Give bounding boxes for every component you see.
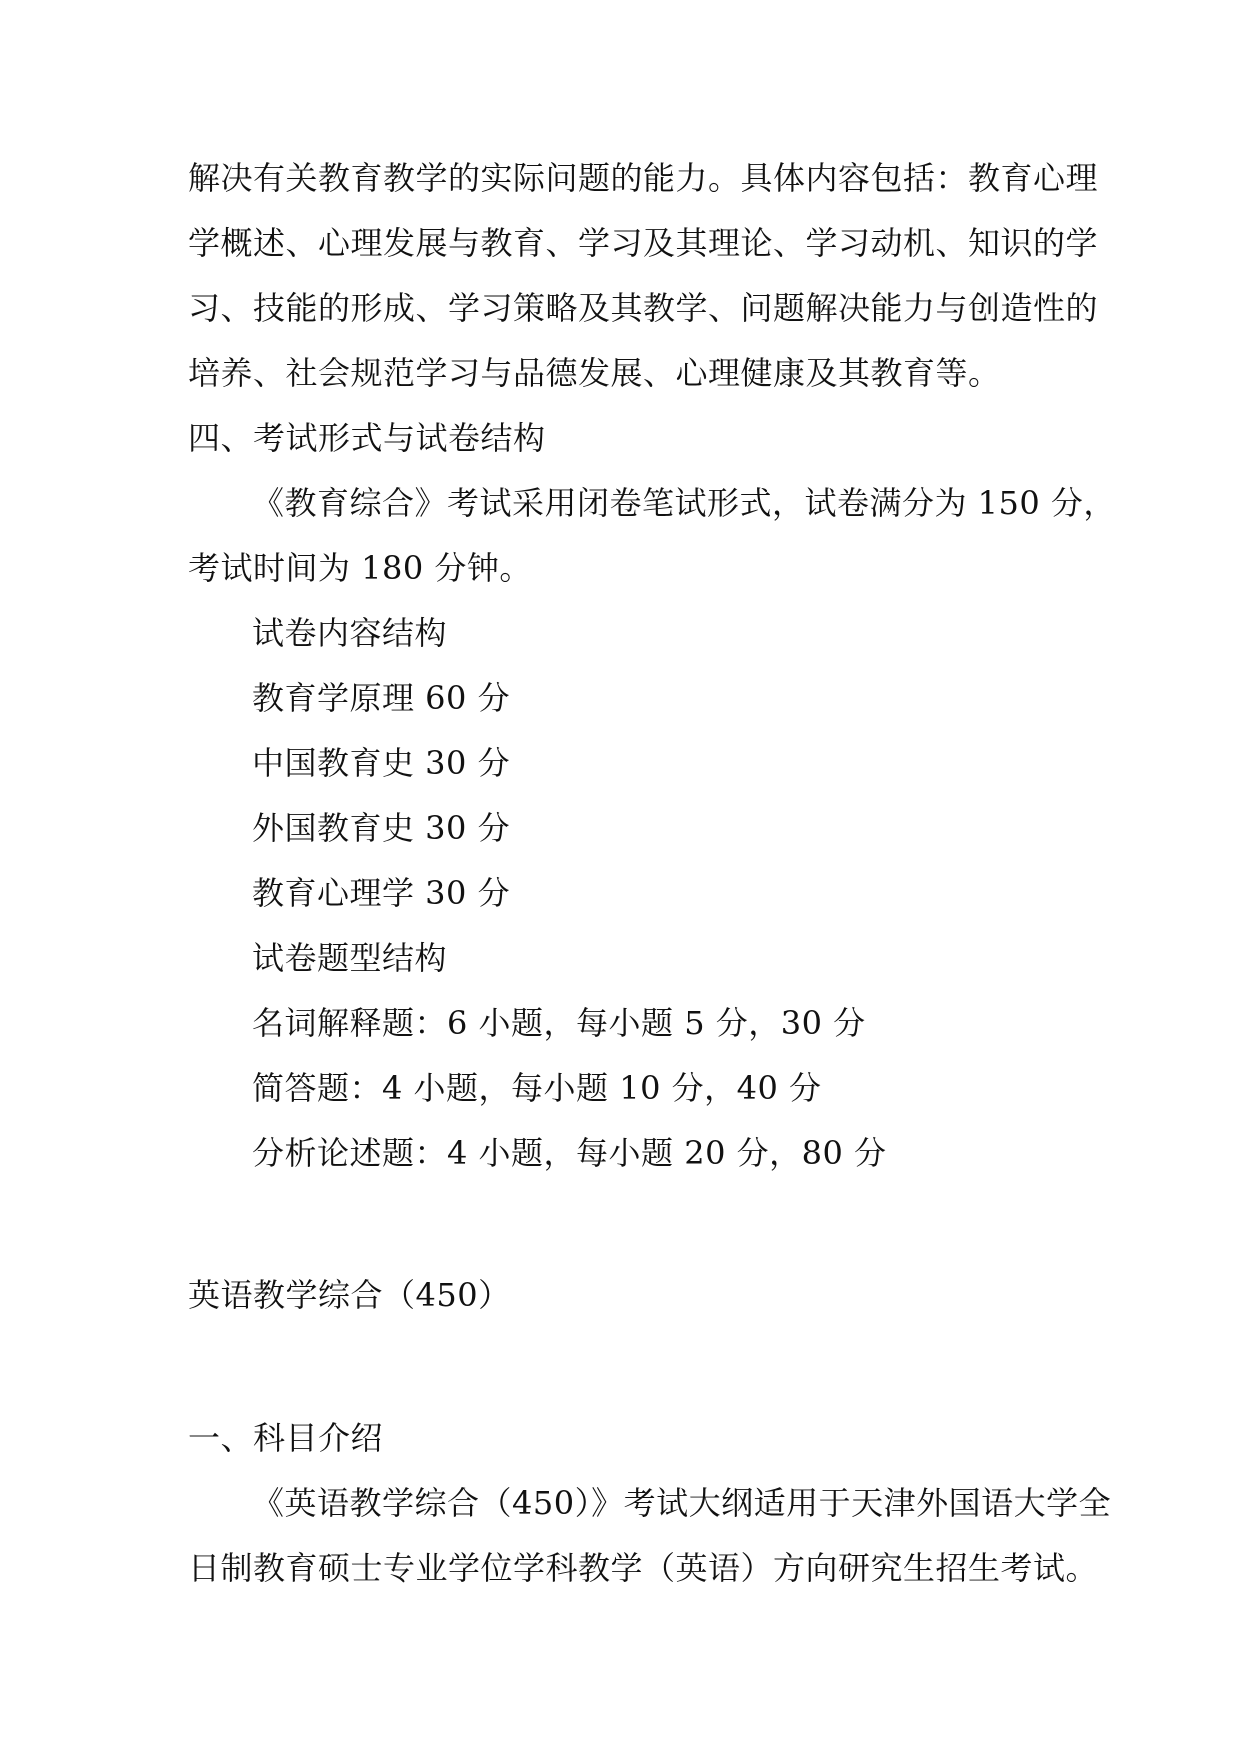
paragraph-line: 《英语教学综合（450）》考试大纲适用于天津外国语大学全 bbox=[252, 1484, 1112, 1522]
paragraph-line: 《教育综合》考试采用闭卷笔试形式，试卷满分为 150 分， bbox=[252, 484, 1116, 522]
list-item: 教育心理学 30 分 bbox=[252, 874, 511, 912]
list-item: 名词解释题：6 小题，每小题 5 分，30 分 bbox=[252, 1004, 866, 1042]
paragraph-line: 学概述、心理发展与教育、学习及其理论、学习动机、知识的学 bbox=[188, 224, 1099, 262]
list-item: 教育学原理 60 分 bbox=[252, 679, 511, 717]
subheading-content-structure: 试卷内容结构 bbox=[252, 614, 448, 652]
section-heading: 一、科目介绍 bbox=[188, 1419, 384, 1457]
section-heading: 四、考试形式与试卷结构 bbox=[188, 419, 546, 457]
list-item: 简答题：4 小题，每小题 10 分，40 分 bbox=[252, 1069, 822, 1107]
list-item: 中国教育史 30 分 bbox=[252, 744, 511, 782]
paragraph-line: 日制教育硕士专业学位学科教学（英语）方向研究生招生考试。 bbox=[188, 1549, 1099, 1587]
paragraph-line: 培养、社会规范学习与品德发展、心理健康及其教育等。 bbox=[188, 354, 1001, 392]
paragraph-line: 解决有关教育教学的实际问题的能力。具体内容包括：教育心理 bbox=[188, 159, 1099, 197]
paragraph-line: 考试时间为 180 分钟。 bbox=[188, 549, 532, 587]
list-item: 分析论述题：4 小题，每小题 20 分，80 分 bbox=[252, 1134, 887, 1172]
paragraph-line: 习、技能的形成、学习策略及其教学、问题解决能力与创造性的 bbox=[188, 289, 1099, 327]
list-item: 外国教育史 30 分 bbox=[252, 809, 511, 847]
subheading-question-structure: 试卷题型结构 bbox=[252, 939, 448, 977]
subject-title: 英语教学综合（450） bbox=[188, 1276, 511, 1314]
